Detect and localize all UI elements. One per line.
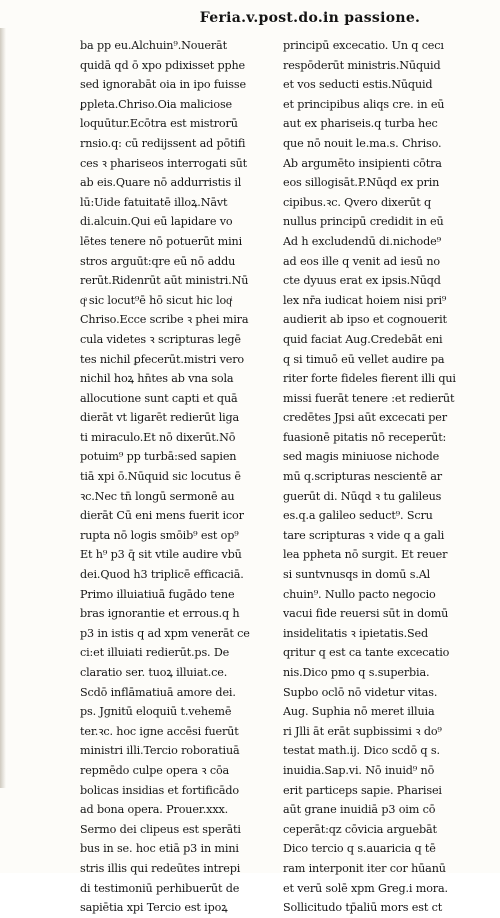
text-line: lētes tenere nō potuerūt mini	[80, 234, 243, 248]
text-line: sed magis miniuose nichode	[283, 450, 440, 464]
text-line: Sollicitudo tp̄aliū mors est ct	[283, 901, 443, 915]
text-line: nichil hoꝝ hn̄tes ab vna sola	[80, 372, 234, 386]
text-line: Scdō inflāmatiuā amore dei.	[80, 685, 236, 699]
text-line: eos sillogisāt.P.Nūqd ex prin	[283, 176, 440, 190]
text-line: nullus principū credidit in eū	[283, 215, 444, 229]
text-line: qͣ sic locut⁹ē hō sicut hic loqͥ	[80, 293, 232, 307]
text-line: rnsio.q: cū redijssent ad pōtifi	[80, 136, 246, 150]
text-line: et verū solē xpm Greg.i mora.	[283, 881, 448, 895]
text-line: ram interponit iter cor hūanū	[283, 861, 446, 875]
text-line: ces ꝛ phariseos interrogati sūt	[80, 156, 247, 170]
text-line: mū q.scripturas nescientē ar	[283, 470, 442, 484]
text-line: principū excecatio. Un q cecı	[283, 39, 444, 52]
text-line: sapiētia xpi Tercio est ipoꝝ	[80, 901, 228, 915]
text-line: audierit ab ipso et cognouerit	[283, 313, 447, 327]
text-line: ab eis.Quare nō addurristis il	[80, 176, 242, 190]
text-line: fuasionē pitatis nō receperūt:	[283, 430, 447, 444]
right-text-column	[283, 36, 475, 918]
left-text-column	[80, 36, 280, 918]
running-header: Feria.v.post.do.in passione.	[199, 10, 421, 26]
text-line: erit particeps sapie. Pharisei	[283, 783, 442, 797]
text-line: et vos seducti estis.Nūquid	[283, 78, 433, 92]
text-line: lex nr̄a iudicat hoiem nisi pri⁹	[283, 293, 447, 307]
text-line: aut ex phariseis.q turba hec	[283, 117, 438, 131]
text-line: ꝛc.Nec tn̄ longū sermonē au	[80, 489, 235, 503]
text-line: testat math.ij. Dico scdō q s.	[283, 744, 440, 758]
text-line: cula videtes ꝛ scripturas legē	[80, 332, 241, 346]
text-line: di.alcuin.Qui eū lapidare vo	[80, 215, 233, 229]
text-line: ti miraculo.Et nō dixerūt.Nō	[80, 430, 236, 444]
text-line: cipibus.ꝛc. Qvero dixerūt q	[283, 195, 432, 209]
text-line: lea ppheta nō surgit. Et reuer	[283, 548, 448, 562]
text-line: dei.Quod h3 triplicē efficaciā.	[80, 568, 244, 582]
text-line: que nō nouit le.ma.s. Chriso.	[283, 136, 442, 150]
text-line: Sermo dei clipeus est sperāti	[80, 822, 241, 836]
text-line: claratio ser. tuoꝝ illuiat.ce.	[80, 666, 228, 679]
text-line: bolicas insidias et fortificādo	[80, 783, 239, 797]
text-line: respōderūt ministris.Nūquid	[283, 58, 441, 72]
text-line: rupta nō logis smōib⁹ est op⁹	[80, 528, 239, 542]
text-line: Chriso.Ecce scribe ꝛ phei mira	[80, 313, 249, 327]
text-line: dierāt vt ligarēt redierūt liga	[80, 411, 240, 425]
text-line: tare scripturas ꝛ vide q a gali	[283, 528, 445, 542]
text-line: et principibus aliqs cre. in eū	[283, 97, 445, 111]
text-line: ꝑpleta.Chriso.Oia maliciose	[80, 97, 233, 111]
text-line: insidelitatis ꝛ ipietatis.Sed	[283, 626, 429, 640]
text-line: es.q.a galileo seduct⁹. Scru	[283, 509, 433, 523]
text-line: Primo illuiatiuā fugādo tene	[80, 587, 235, 601]
text-line: tiā xpi ō.Nūquid sic locutus ē	[80, 470, 241, 484]
text-line: cte dyuus erat ex ipsis.Nūqd	[283, 274, 441, 288]
text-line: bras ignorantie et errous.q h	[80, 607, 240, 621]
text-line: chuin⁹. Nullo pacto negocio	[283, 587, 436, 601]
text-line: riter forte fideles fierent illi qui	[283, 372, 456, 386]
text-line: dierāt Cū eni mens fuerit icor	[80, 509, 244, 523]
text-line: stros arguūt:qre eū nō addu	[80, 254, 236, 268]
text-line: repmēdo culpe opera ꝛ cōa	[80, 763, 230, 777]
text-line: ci:et illuiati redierūt.ps. De	[80, 646, 230, 660]
text-line: ad eos ille q venit ad iesū no	[283, 254, 440, 268]
text-line: di testimoniū perhibuerūt de	[80, 881, 240, 895]
text-line: p3 in istis q ad xpm venerāt ce	[80, 626, 250, 640]
text-line: Aug. Suphia nō meret illuia	[283, 705, 435, 719]
text-line: Supbo oclō nō videtur vitas.	[283, 685, 438, 699]
text-line: ba pp eu.Alchuin⁹.Nouerāt	[80, 39, 227, 52]
text-line: Ad h excludendū di.nichode⁹	[283, 234, 441, 248]
text-line: aūt grane inuidiā p3 oim cō	[283, 803, 436, 817]
text-line: stris illis qui redeūtes intrepi	[80, 861, 241, 875]
text-line: sed ignorabāt oia in ipo fuisse	[80, 78, 246, 92]
text-line: tes nichil ꝑfecerūt.mistri vero	[80, 352, 245, 366]
text-line: quidā qd ō xpo pdixisset pphe	[80, 58, 246, 72]
text-line: ri Jlli āt erāt supbissimi ꝛ do⁹	[283, 724, 442, 738]
text-line: credētes Jpsi aūt excecati per	[283, 411, 447, 425]
text-line: lū:Uide fatuitatē illoꝝ.Nāvt	[80, 195, 228, 209]
text-line: vacui fide reuersi sūt in domū	[283, 607, 449, 621]
text-line: Dico tercio q s.auaricia q tē	[283, 842, 436, 856]
text-line: potuim⁹ pp turbā:sed sapien	[80, 450, 237, 464]
text-line: ad bona opera. Prouer.xxx.	[80, 803, 229, 817]
text-line: missi fuerāt tenere :et redierūt	[283, 391, 455, 405]
text-line: guerūt di. Nūqd ꝛ tu galileus	[283, 489, 442, 503]
text-line: rerūt.Ridenrūt aūt ministri.Nū	[80, 274, 249, 288]
text-line: inuidia.Sap.vi. Nō inuid⁹ nō	[283, 763, 435, 777]
text-line: si suntvnusqs in domū s.Al	[283, 568, 431, 582]
text-line: ministri illi.Tercio roboratiuā	[80, 744, 240, 758]
text-line: nis.Dico pmo q s.superbia.	[283, 666, 430, 679]
text-line: q si timuō eū vellet audire pa	[283, 352, 445, 366]
text-line: ceperāt:qz cōvicia arguebāt	[283, 822, 437, 836]
page-gutter-shadow	[0, 28, 6, 788]
text-line: quid faciat Aug.Credebāt eni	[283, 332, 443, 346]
text-line: qritur q est ca tante excecatio	[283, 646, 450, 660]
text-line: bus in se. hoc etiā p3 in mini	[80, 842, 239, 856]
text-line: Ab argumēto insipienti cōtra	[283, 156, 442, 170]
text-line: ter.ꝛc. hoc igne accēsi fuerūt	[80, 724, 239, 738]
text-line: allocutione sunt capti et quā	[80, 391, 238, 405]
text-line: ps. Jgnitū eloquiū t.vehemē	[80, 705, 232, 719]
text-line: loquūtur.Ecōtra est mistrorū	[80, 117, 238, 131]
text-line: Et h⁹ p3 q̄ sit vtile audire vbū	[80, 548, 242, 562]
